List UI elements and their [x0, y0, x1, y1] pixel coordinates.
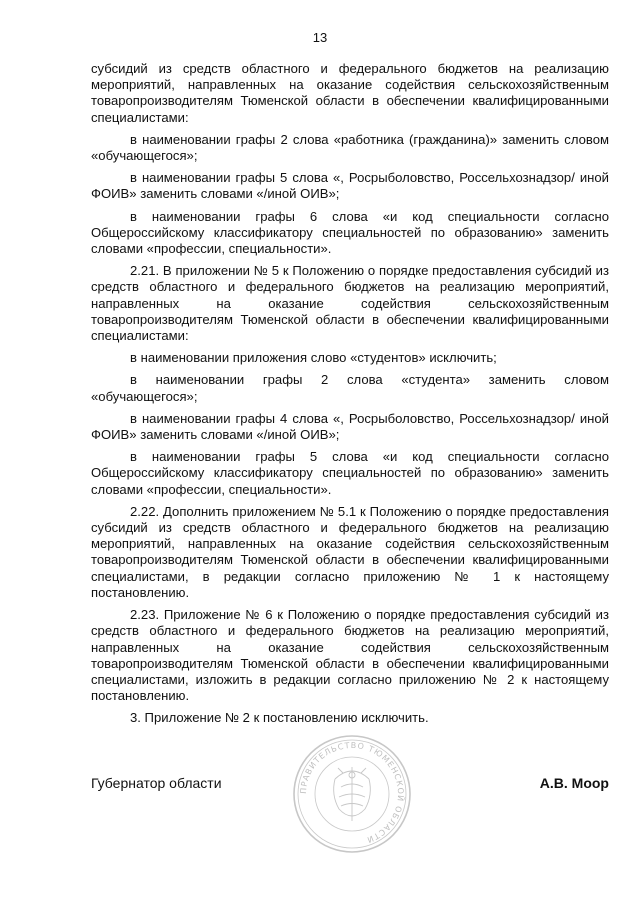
signature-block — [91, 775, 609, 795]
paragraph-column2-rename: в наименовании графы 2 слова «работника (гражданина)» заменить словом «обучающегося»; — [91, 131, 609, 164]
paragraph-2-22: 2.22. Дополнить приложением № 5.1 к Положению о порядке предоставления субсидий из средств областного и федерального бюджетов на реализацию мероприятий, направленных на оказание содействия сельскохозяйственным товаропроизводителям Тюменской области в обеспечении квалифицированными специалистами, в редакции согласно приложению № 1 к настоящему постановлению. — [91, 503, 609, 600]
paragraph-column5-rename: в наименовании графы 5 слова «, Росрыболовство, Россельхознадзор/ иной ФОИВ» заменить словами «/иной ОИВ»; — [91, 170, 609, 202]
paragraph-3: 3. Приложение № 2 к постановлению исключить. — [130, 710, 429, 726]
signature-title: Губернатор области — [91, 775, 222, 791]
seal-ring-textpath: ПРАВИТЕЛЬСТВО ТЮМЕНСКОЙ ОБЛАСТИ — [298, 740, 406, 845]
paragraph-column6-rename: в наименовании графы 6 слова «и код специальности согласно Общероссийскому классификатору специальностей по образованию» заменить словами «профессии, специальности». — [91, 208, 609, 257]
paragraph-column2-student: в наименовании графы 2 слова «студента» заменить словом «обучающегося»; — [91, 372, 609, 404]
paragraph-column4-rename: в наименовании графы 4 слова «, Росрыболовство, Россельхознадзор/ иной ФОИВ» заменить словами «/иной ОИВ»; — [91, 410, 609, 443]
document-body — [91, 61, 609, 733]
paragraph-column5-specialty: в наименовании графы 5 слова «и код специальности согласно Общероссийскому классификатору специальностей по образованию» заменить словами «профессии, специальности». — [91, 449, 609, 497]
paragraph-appendix-name: в наименовании приложения слово «студентов» исключить; — [130, 350, 497, 366]
paragraph-continuation: субсидий из средств областного и федерального бюджетов на реализацию мероприятий, направленных на оказание содействия сельскохозяйственным товаропроизводителям Тюменской области в обеспечении квалифицированными специалистами: — [91, 61, 609, 125]
paragraph-2-21: 2.21. В приложении № 5 к Положению о порядке предоставления субсидий из средств областного и федерального бюджетов на реализацию мероприятий, направленных на оказание содействия сельскохозяйственным товаропроизводителям Тюменской области в обеспечении квалифицированными специалистами: — [91, 263, 609, 344]
page-number: 13 — [312, 30, 328, 45]
signature-name: А.В. Моор — [539, 775, 609, 791]
paragraph-2-23: 2.23. Приложение № 6 к Положению о порядке предоставления субсидий из средств областного и федерального бюджетов на реализацию мероприятий, направленных на оказание содействия сельскохозяйственным товаропроизводителям Тюменской области в обеспечении квалифицированными специалистами, изложить в редакции согласно приложению № 2 к настоящему постановлению. — [91, 607, 609, 704]
